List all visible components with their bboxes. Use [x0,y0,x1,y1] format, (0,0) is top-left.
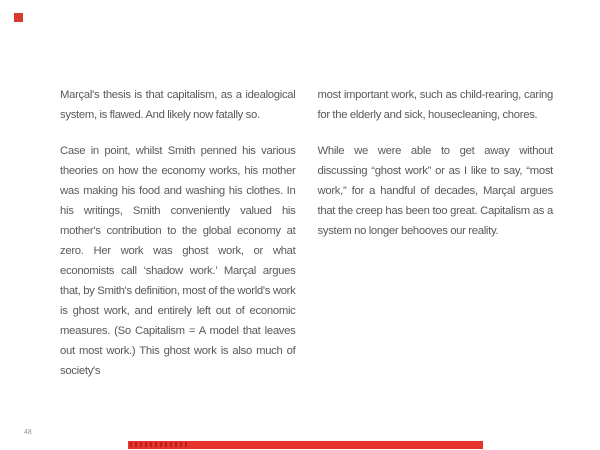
page-number: 48 [24,429,32,436]
text-column-right [318,85,554,381]
paragraph-thesis: Marçal's thesis is that capitalism, as a idealogical system, is flawed. And likely now fatally so. [60,89,296,121]
next-page-red-banner [128,441,483,449]
paragraph-ghost-work: While we were able to get away without discussing “ghost work” or as I like to say, “most work,” for a handful of decades, Marçal argues that the creep has been too great. Capitalism as a system no longer behooves our reality. [317,145,553,237]
paragraph-important-work: most important work, such as child-rearing, caring for the elderly and sick, housecleaning, chores. [317,89,553,121]
paragraph-case-in-point: Case in point, whilst Smith penned his various theories on how the economy works, his mother was making his food and washing his clothes. In his writings, Smith conveniently valued his mother's contribution to the global economy at zero. Her work was ghost work, or what economists call ‘shadow work.’ Marçal argues that, by Smith's definition, most of the world's work is ghost work, and entirely left out of economic measures. (So Capitalism = A model that leaves out most work.) This ghost work is also much of society's [60,145,296,377]
banner-text-smudge [130,442,188,447]
text-column-left [60,85,296,381]
page-body [60,85,553,381]
red-corner-mark [14,13,23,22]
